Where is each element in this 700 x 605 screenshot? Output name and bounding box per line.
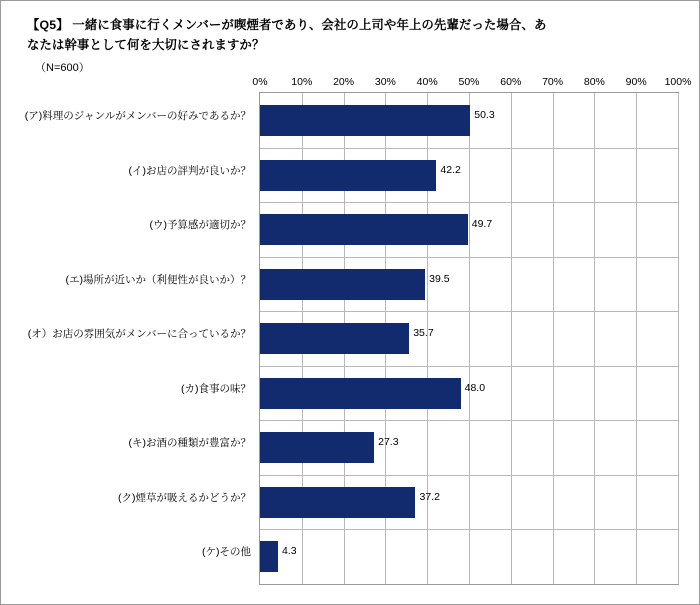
bar (260, 432, 374, 463)
plot-area (24, 76, 692, 585)
chart-title-block (27, 15, 677, 77)
bar-row (27, 311, 678, 366)
category-label: (イ)お店の評判が良いか？ (128, 164, 251, 177)
page-title-line-1: 【Q5】 一緒に食事に行くメンバーが喫煙者であり、会社の上司や年上の先輩だった場合、あ (27, 18, 547, 32)
bar-value-label: 37.2 (419, 490, 440, 503)
bar-value-label: 4.3 (281, 545, 297, 558)
bar-row (149, 202, 678, 257)
category-label: (エ)場所が近いか（利便性が良いか）？ (65, 273, 251, 286)
bar-value-label: 35.7 (413, 327, 434, 340)
x-axis-tick-label: 40% (416, 76, 438, 88)
category-label: (カ)食事の味？ (181, 382, 251, 395)
bar-value-label: 39.5 (429, 272, 450, 285)
bar-chart (24, 76, 692, 585)
bar (260, 323, 409, 354)
bar-row (128, 420, 678, 475)
x-gridline (678, 93, 679, 584)
bar-row (118, 475, 678, 530)
bar-row (202, 529, 678, 584)
bar (260, 160, 436, 191)
category-label: (ア)料理のジャンルがメンバーの好みであるか？ (24, 110, 251, 122)
x-axis-tick-label: 0% (252, 76, 268, 88)
x-axis-tick-label: 20% (333, 76, 355, 88)
bar (260, 487, 415, 518)
bar (260, 214, 468, 245)
category-label: (ウ)予算感が適切か？ (149, 219, 251, 232)
x-axis-tick-label: 50% (458, 76, 480, 88)
x-axis-tick-label: 100% (664, 76, 692, 88)
bar-value-label: 27.3 (378, 436, 399, 449)
category-label: (ク)煙草が吸えるかどうか？ (118, 491, 251, 504)
sample-size-label: （N=600） (35, 62, 90, 74)
bar (260, 378, 461, 409)
x-axis-tick-label: 60% (500, 76, 522, 88)
bar (260, 541, 278, 572)
bar-value-label: 48.0 (464, 381, 486, 394)
bar-row (65, 257, 678, 312)
x-axis-tick-label: 90% (625, 76, 647, 88)
x-axis-tick-label: 70% (542, 76, 564, 88)
x-axis-tick-label: 10% (291, 76, 313, 88)
x-axis-tick-label: 80% (583, 76, 605, 88)
bar (260, 105, 470, 136)
category-label: (ケ)その他 (202, 546, 251, 559)
page-title-line-2: なたは幹事として何を大切にされますか？ (27, 38, 265, 52)
bar-value-label: 42.2 (440, 163, 461, 176)
category-label: (キ)お酒の種類が豊富か？ (128, 437, 251, 450)
category-label: (オ）お店の雰囲気がメンバーに合っているか？ (27, 328, 251, 341)
bar-value-label: 49.7 (471, 218, 493, 231)
x-axis-tick-label: 30% (374, 76, 396, 88)
bar-row (181, 366, 678, 421)
bar-value-label: 50.3 (474, 109, 495, 121)
bar-row (24, 93, 678, 148)
bar (260, 269, 425, 300)
bar-row (128, 148, 678, 203)
